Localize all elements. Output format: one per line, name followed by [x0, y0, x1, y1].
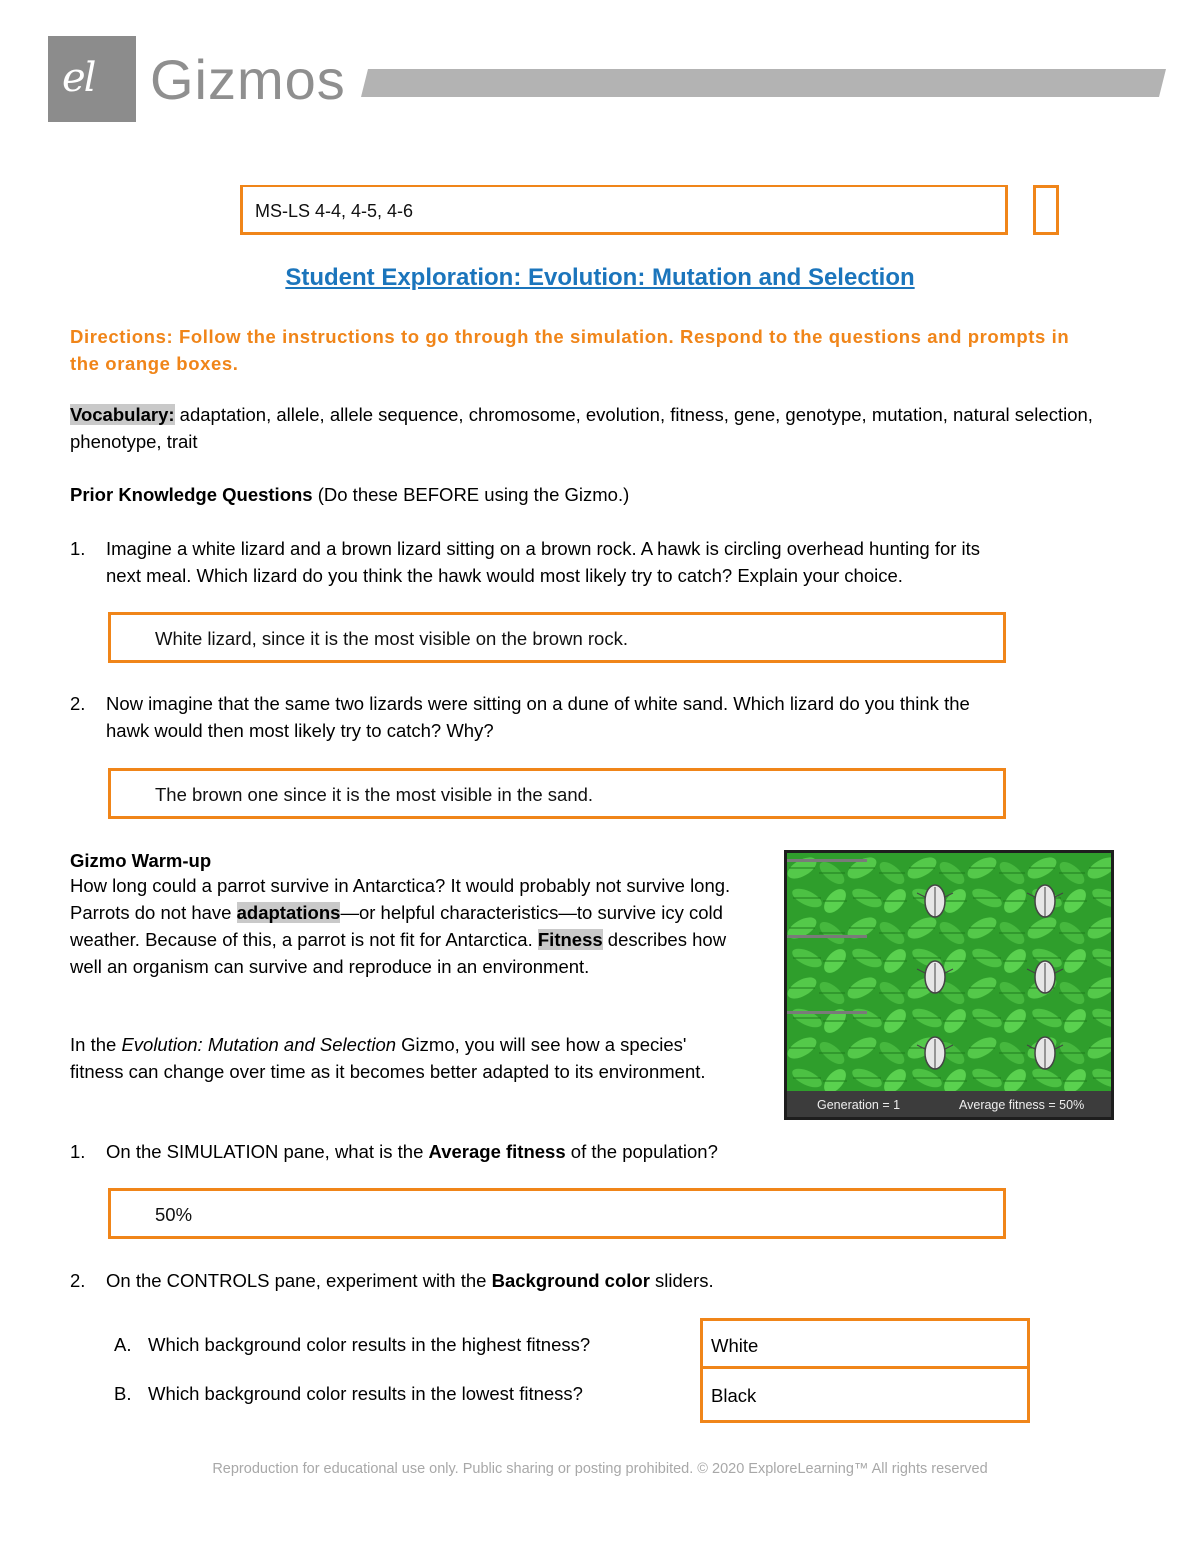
gizmo-screenshot	[784, 850, 1114, 1120]
answer-box-a[interactable]	[700, 1318, 1030, 1369]
text-run: describes how well an organism can survive and reproduce in an environment.	[70, 929, 727, 977]
warmup-question-1	[106, 1138, 718, 1165]
gizmo-status-bar	[787, 1091, 1111, 1117]
question-line: hawk would then most likely try to catch? Why?	[106, 720, 494, 741]
page-title: Student Exploration: Evolution: Mutation and Selection	[285, 264, 915, 291]
sub-question-text: Which background color results in the lowest fitness?	[148, 1383, 583, 1404]
question-number: 2.	[70, 693, 86, 714]
standards-box	[240, 185, 1008, 235]
text-run: In the	[70, 1034, 122, 1055]
logo-mark: el	[62, 55, 95, 101]
sub-question-letter: B.	[114, 1383, 132, 1404]
answer-box-1[interactable]	[108, 612, 1006, 663]
standards-text: MS-LS 4-4, 4-5, 4-6	[255, 201, 414, 221]
vocabulary-terms: adaptation, allele, allele sequence, chromosome, evolution, fitness, gene, genotype, mutation, natural selection, phenotype, trait	[70, 404, 1093, 452]
question-1-text	[106, 535, 1166, 589]
text-run: sliders.	[649, 1270, 714, 1291]
warmup-question-2	[106, 1267, 714, 1294]
text-run: On the CONTROLS pane, experiment with the	[106, 1270, 492, 1291]
answer-text: 50%	[155, 1204, 193, 1225]
text-run: —or helpful characteristics—to survive icy cold weather. Because of this, a parrot is not fit for Antarctica.	[70, 902, 723, 950]
sub-question-text: Which background color results in the highest fitness?	[148, 1334, 591, 1355]
question-line: Now imagine that the same two lizards were sitting on a dune of white sand. Which lizard do you think the	[106, 693, 970, 714]
warmup-heading: Gizmo Warm-up	[70, 850, 212, 871]
prior-knowledge-title: Prior Knowledge Questions	[70, 484, 313, 505]
text-run: of the population?	[565, 1141, 718, 1162]
prior-knowledge-heading	[70, 481, 629, 508]
answer-text: Black	[711, 1385, 757, 1406]
question-number: 1.	[70, 538, 86, 559]
prior-knowledge-note: (Do these BEFORE using the Gizmo.)	[312, 484, 630, 505]
term-fitness: Fitness	[537, 929, 603, 950]
bold-term: Background color	[491, 1270, 650, 1291]
answer-box-3[interactable]	[108, 1188, 1006, 1239]
brand-name: Gizmos	[150, 48, 346, 111]
vocabulary	[70, 401, 1130, 455]
warmup-paragraph-2	[70, 1031, 730, 1085]
vocabulary-label: Vocabulary:	[70, 404, 175, 425]
answer-text: The brown one since it is the most visible in the sand.	[155, 784, 594, 805]
text-run: How long could a parrot survive in Antarctica? It would probably not survive long. Parrots do not have	[70, 875, 731, 923]
bold-term: Average fitness	[428, 1141, 566, 1162]
footer-copyright: Reproduction for educational use only. Public sharing or posting prohibited. © 2020 ExploreLearning™ All rights reserved	[212, 1461, 988, 1477]
warmup-paragraph-1	[70, 872, 738, 980]
question-number: 2.	[70, 1270, 86, 1291]
average-fitness-readout: Average fitness = 50%	[959, 1098, 1085, 1112]
answer-box-2[interactable]	[108, 768, 1006, 819]
generation-readout: Generation = 1	[817, 1098, 901, 1112]
text-run: Gizmo, you will see how a species' fitness can change over time as it becomes better adapted to its environment.	[70, 1034, 706, 1082]
question-line: Imagine a white lizard and a brown lizard sitting on a brown rock. A hawk is circling overhead hunting for its	[106, 538, 981, 559]
sub-question-letter: A.	[114, 1334, 132, 1355]
leaf-pattern	[787, 853, 1111, 1091]
answer-box-b[interactable]	[700, 1366, 1030, 1423]
text-run: On the SIMULATION pane, what is the	[106, 1141, 429, 1162]
answer-text: White lizard, since it is the most visible on the brown rock.	[155, 628, 628, 649]
explorelearning-logo	[48, 36, 136, 122]
standards-side-box	[1033, 185, 1059, 235]
question-line: next meal. Which lizard do you think the hawk would most likely try to catch? Explain your choice.	[106, 565, 903, 586]
term-adaptations: adaptations	[236, 902, 341, 923]
header-bar	[361, 69, 1166, 97]
question-2-text	[106, 690, 1166, 744]
answer-text: White	[711, 1335, 759, 1356]
question-number: 1.	[70, 1141, 86, 1162]
directions: Directions: Follow the instructions to go through the simulation. Respond to the questions and prompts in the orange boxes.	[70, 326, 1070, 374]
leaf-background	[787, 853, 1111, 1091]
gizmo-name: Evolution: Mutation and Selection	[121, 1034, 397, 1055]
